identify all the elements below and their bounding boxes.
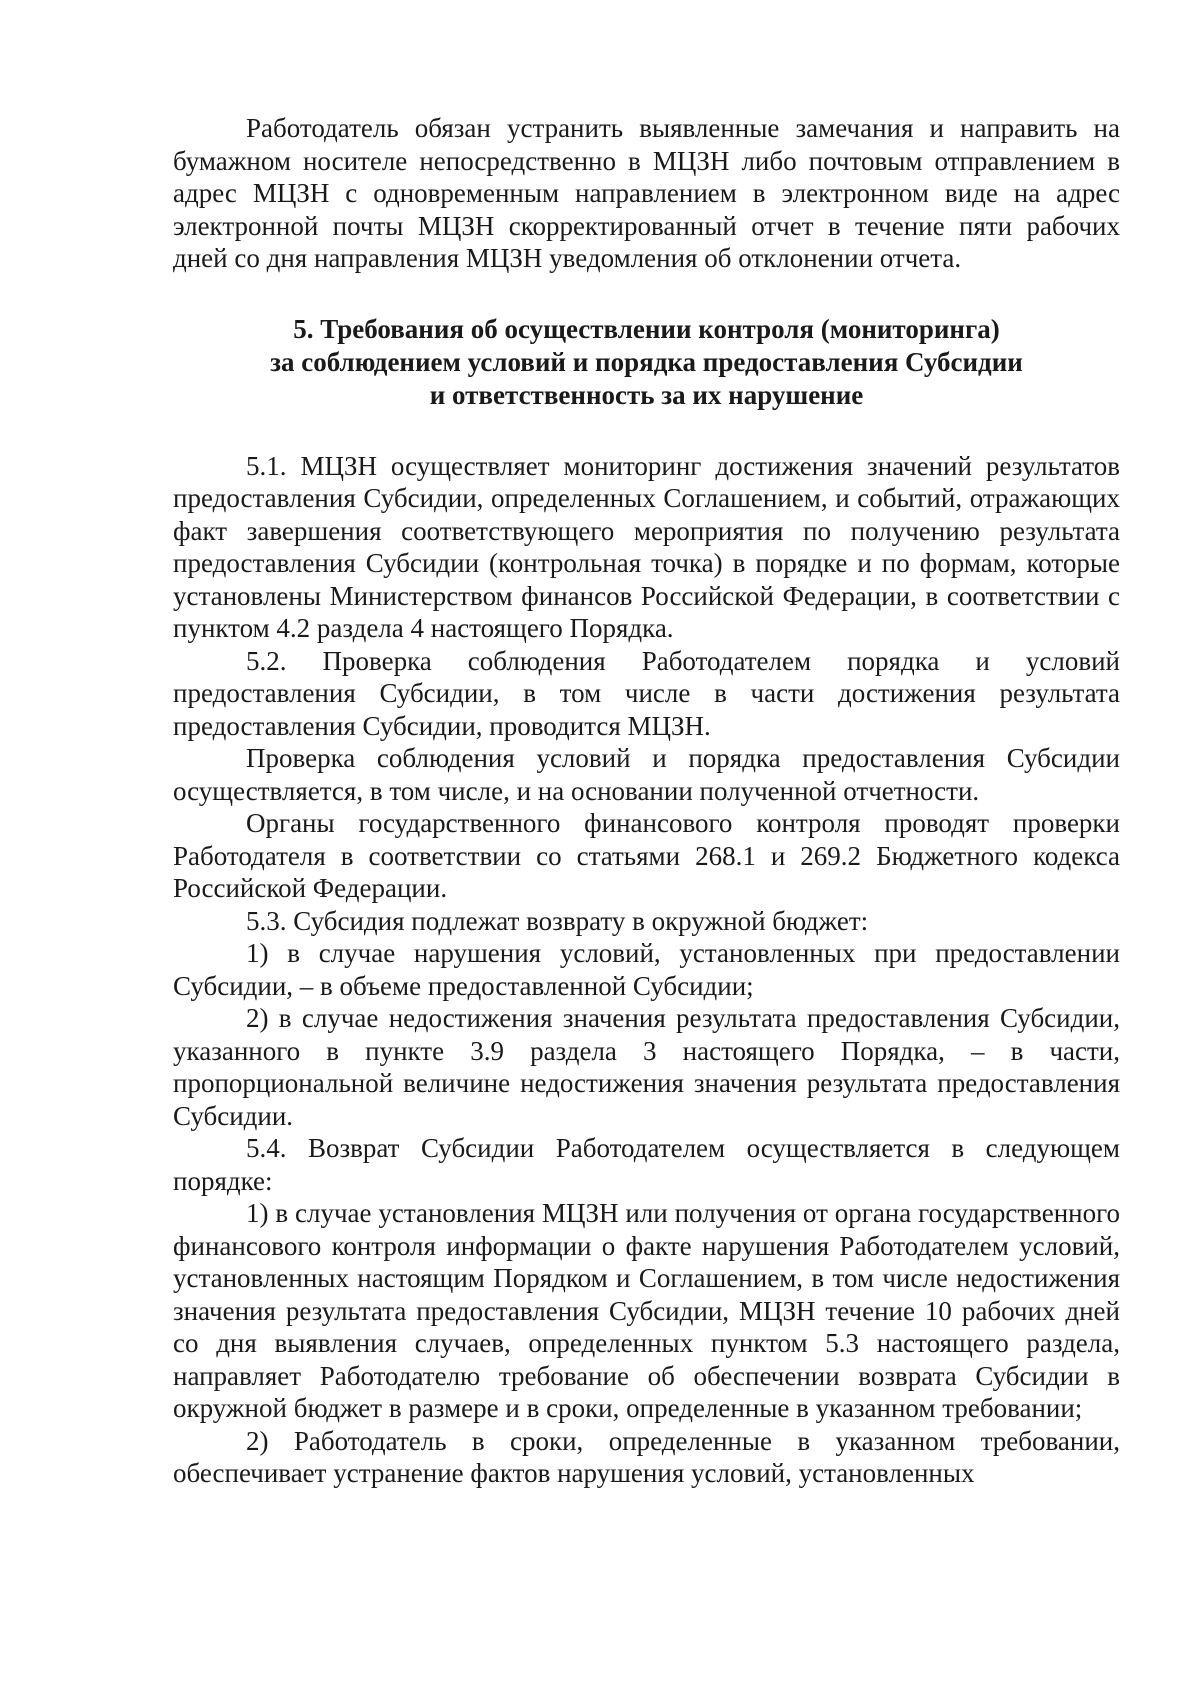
section-heading: [173, 313, 1120, 412]
paragraph-5-2: 5.2. Проверка соблюдения Работодателем порядка и условий предоставления Субсидии, в том числе в части достижения результата предоставления Субсидии, проводится МЦЗН.: [173, 645, 1120, 741]
paragraph-5-3: 5.3. Субсидия подлежат возврату в окружной бюджет:: [246, 905, 869, 936]
paragraph-5-4-item-2: 2) Работодатель в сроки, определенные в указанном требовании, обеспечивает устранение фактов нарушения условий, установленных: [173, 1425, 1120, 1488]
paragraph-5-4: 5.4. Возврат Субсидии Работодателем осуществляется в следующем порядке:: [173, 1133, 1120, 1196]
section-heading-line-3: и ответственность за их нарушение: [429, 379, 864, 410]
paragraph-financial-control: Органы государственного финансового контроля проводят проверки Работодателя в соответствии со статьями 268.1 и 269.2 Бюджетного кодекса Российской Федерации.: [173, 808, 1120, 903]
document-body: [173, 112, 1120, 1490]
paragraph-5-4-item-1: 1) в случае установления МЦЗН или получения от органа государственного финансового контроля информации о факте нарушения Работодателем условий, установленных настоящим Порядком и Соглашением, в том числе недостижения значения результата предоставления Субсидии, МЦЗН течение 10 рабочих дней со дня выявления случаев, определенных пунктом 5.3 настоящего раздела, направляет Работодателю требование об обеспечении возврата Субсидии в окружной бюджет в размере и в сроки, определенные в указанном требовании;: [173, 1198, 1120, 1423]
paragraph-5-3-item-2: 2) в случае недостижения значения результата предоставления Субсидии, указанного в пункте 3.9 раздела 3 настоящего Порядка, – в части, пропорциональной величине недостижения значения результата предоставления Субсидии.: [173, 1003, 1120, 1131]
intro-paragraph: Работодатель обязан устранить выявленные замечания и направить на бумажном носителе непосредственно в МЦЗН либо почтовым отправлением в адрес МЦЗН с одновременным направлением в электронном виде на адрес электронной почты МЦЗН скорректированный отчет в течение пяти рабочих дней со дня направления МЦЗН уведомления об отклонении отчета.: [173, 113, 1120, 273]
paragraph-5-3-item-1: 1) в случае нарушения условий, установленных при предоставлении Субсидии, – в объеме предоставленной Субсидии;: [173, 938, 1120, 1001]
paragraph-5-1: 5.1. МЦЗН осуществляет мониторинг достижения значений результатов предоставления Субсидии, определенных Соглашением, и событий, отражающих факт завершения соответствующего мероприятия по получению результата предоставления Субсидии (контрольная точка) в порядке и по формам, которые установлены Министерством финансов Российской Федерации, в соответствии с пунктом 4.2 раздела 4 настоящего Порядка.: [173, 450, 1120, 643]
paragraph-check-reporting: Проверка соблюдения условий и порядка предоставления Субсидии осуществляется, в том числе, и на основании полученной отчетности.: [173, 743, 1120, 806]
section-heading-line-1: 5. Требования об осуществлении контроля (мониторинга): [293, 313, 1000, 344]
section-heading-line-2: за соблюдением условий и порядка предоставления Субсидии: [270, 346, 1023, 377]
